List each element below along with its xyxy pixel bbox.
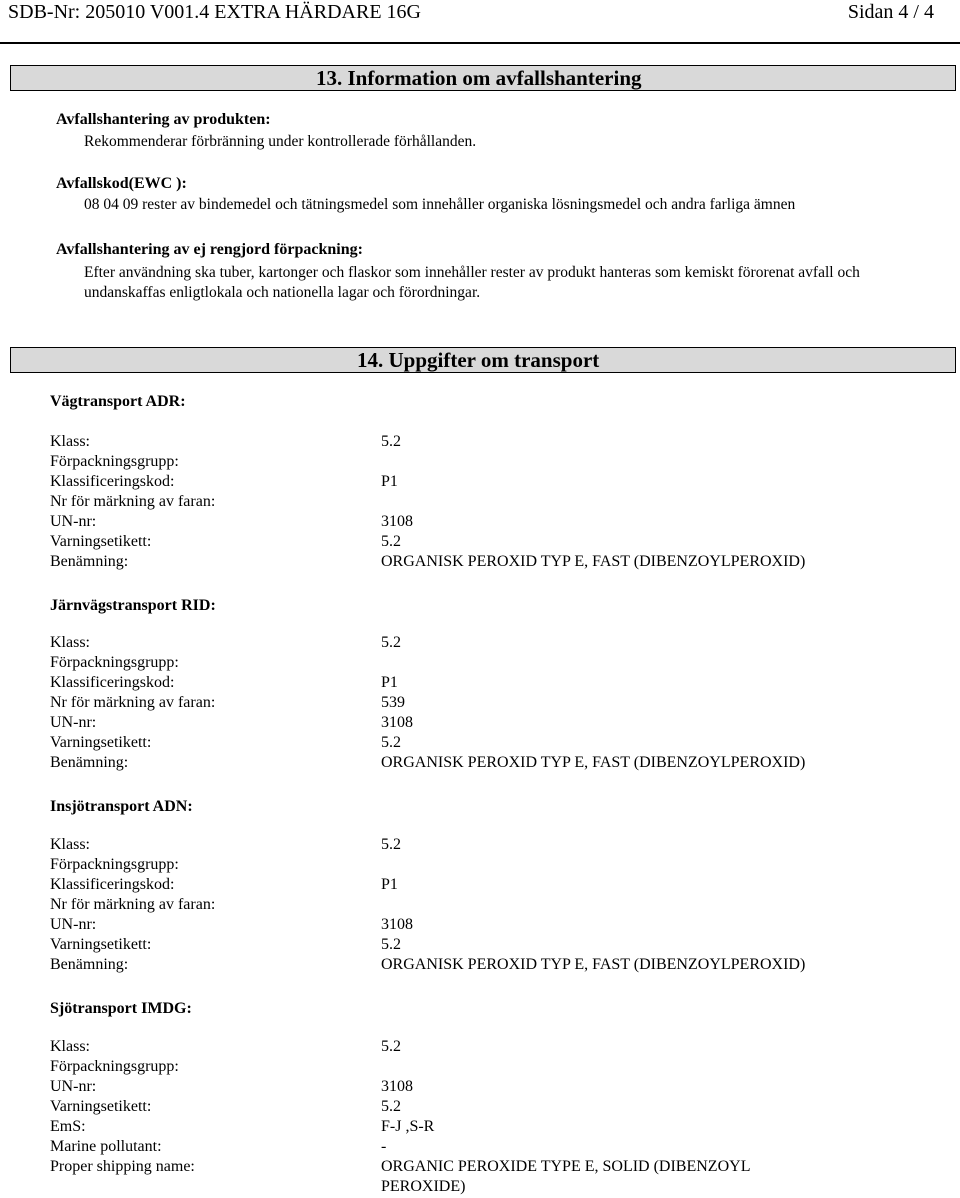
rid-label: UN-nr:: [50, 714, 97, 731]
adr-value: 3108: [381, 513, 413, 530]
packaging-disposal-line2: undanskaffas enligtlokala och nationella lagar och förordningar.: [84, 284, 481, 301]
adn-label: Förpackningsgrupp:: [50, 856, 179, 873]
imdg-label: Förpackningsgrupp:: [50, 1058, 179, 1075]
section-13-title: 13. Information om avfallshantering: [316, 66, 642, 90]
adn-value: 3108: [381, 916, 413, 933]
rid-heading: Järnvägstransport RID:: [50, 597, 216, 614]
adn-label: Benämning:: [50, 956, 129, 973]
rid-value: ORGANISK PEROXID TYP E, FAST (DIBENZOYLPEROXID): [381, 754, 806, 771]
adn-heading: Insjötransport ADN:: [50, 798, 193, 815]
document-header-title: SDB-Nr: 205010 V001.4 EXTRA HÄRDARE 16G: [8, 1, 421, 23]
imdg-value: -: [381, 1138, 387, 1155]
product-disposal-heading: Avfallshantering av produkten:: [56, 111, 271, 128]
adr-label: UN-nr:: [50, 513, 97, 530]
header-divider: [0, 42, 960, 44]
rid-value: P1: [381, 674, 398, 691]
adr-heading: Vägtransport ADR:: [50, 393, 186, 410]
rid-label: Varningsetikett:: [50, 734, 152, 751]
imdg-value: ORGANIC PEROXIDE TYPE E, SOLID (DIBENZOYL: [381, 1158, 751, 1175]
ewc-text: 08 04 09 rester av bindemedel och tätningsmedel som innehåller organiska lösningsmedel och andra farliga ämnen: [84, 196, 796, 213]
rid-label: Benämning:: [50, 754, 129, 771]
adr-label: Varningsetikett:: [50, 533, 152, 550]
adn-value: 5.2: [381, 936, 401, 953]
imdg-label: Klass:: [50, 1038, 90, 1055]
rid-value: 539: [381, 694, 405, 711]
adr-value: 5.2: [381, 433, 401, 450]
adr-label: Förpackningsgrupp:: [50, 453, 179, 470]
adn-label: UN-nr:: [50, 916, 97, 933]
page-number: Sidan 4 / 4: [847, 1, 934, 23]
adr-value: 5.2: [381, 533, 401, 550]
packaging-disposal-heading: Avfallshantering av ej rengjord förpackning:: [56, 241, 363, 258]
adn-value: ORGANISK PEROXID TYP E, FAST (DIBENZOYLPEROXID): [381, 956, 806, 973]
imdg-value: 3108: [381, 1078, 413, 1095]
packaging-disposal-line1: Efter användning ska tuber, kartonger och flaskor som innehåller rester av produkt hanteras som kemiskt förorenat avfall och: [84, 264, 860, 281]
adr-value: ORGANISK PEROXID TYP E, FAST (DIBENZOYLPEROXID): [381, 553, 806, 570]
adn-value: 5.2: [381, 836, 401, 853]
imdg-value: 5.2: [381, 1098, 401, 1115]
section-14-title: 14. Uppgifter om transport: [357, 348, 600, 372]
imdg-label: Proper shipping name:: [50, 1158, 195, 1175]
adn-label: Nr för märkning av faran:: [50, 896, 216, 913]
rid-value: 5.2: [381, 734, 401, 751]
imdg-value-continued: PEROXIDE): [381, 1178, 466, 1195]
adn-label: Klassificeringskod:: [50, 876, 175, 893]
adn-label: Varningsetikett:: [50, 936, 152, 953]
adn-label: Klass:: [50, 836, 90, 853]
imdg-label: Varningsetikett:: [50, 1098, 152, 1115]
adn-value: P1: [381, 876, 398, 893]
rid-label: Förpackningsgrupp:: [50, 654, 179, 671]
adr-label: Benämning:: [50, 553, 129, 570]
adr-label: Nr för märkning av faran:: [50, 493, 216, 510]
imdg-label: EmS:: [50, 1118, 86, 1135]
imdg-label: Marine pollutant:: [50, 1138, 162, 1155]
ewc-heading: Avfallskod(EWC ):: [56, 175, 187, 192]
imdg-value: 5.2: [381, 1038, 401, 1055]
adr-label: Klass:: [50, 433, 90, 450]
product-disposal-text: Rekommenderar förbränning under kontrollerade förhållanden.: [84, 133, 477, 150]
rid-label: Klass:: [50, 634, 90, 651]
rid-value: 3108: [381, 714, 413, 731]
rid-label: Klassificeringskod:: [50, 674, 175, 691]
rid-label: Nr för märkning av faran:: [50, 694, 216, 711]
imdg-label: UN-nr:: [50, 1078, 97, 1095]
rid-value: 5.2: [381, 634, 401, 651]
adr-label: Klassificeringskod:: [50, 473, 175, 490]
imdg-value: F-J ,S-R: [381, 1118, 435, 1135]
imdg-heading: Sjötransport IMDG:: [50, 1000, 192, 1017]
adr-value: P1: [381, 473, 398, 490]
